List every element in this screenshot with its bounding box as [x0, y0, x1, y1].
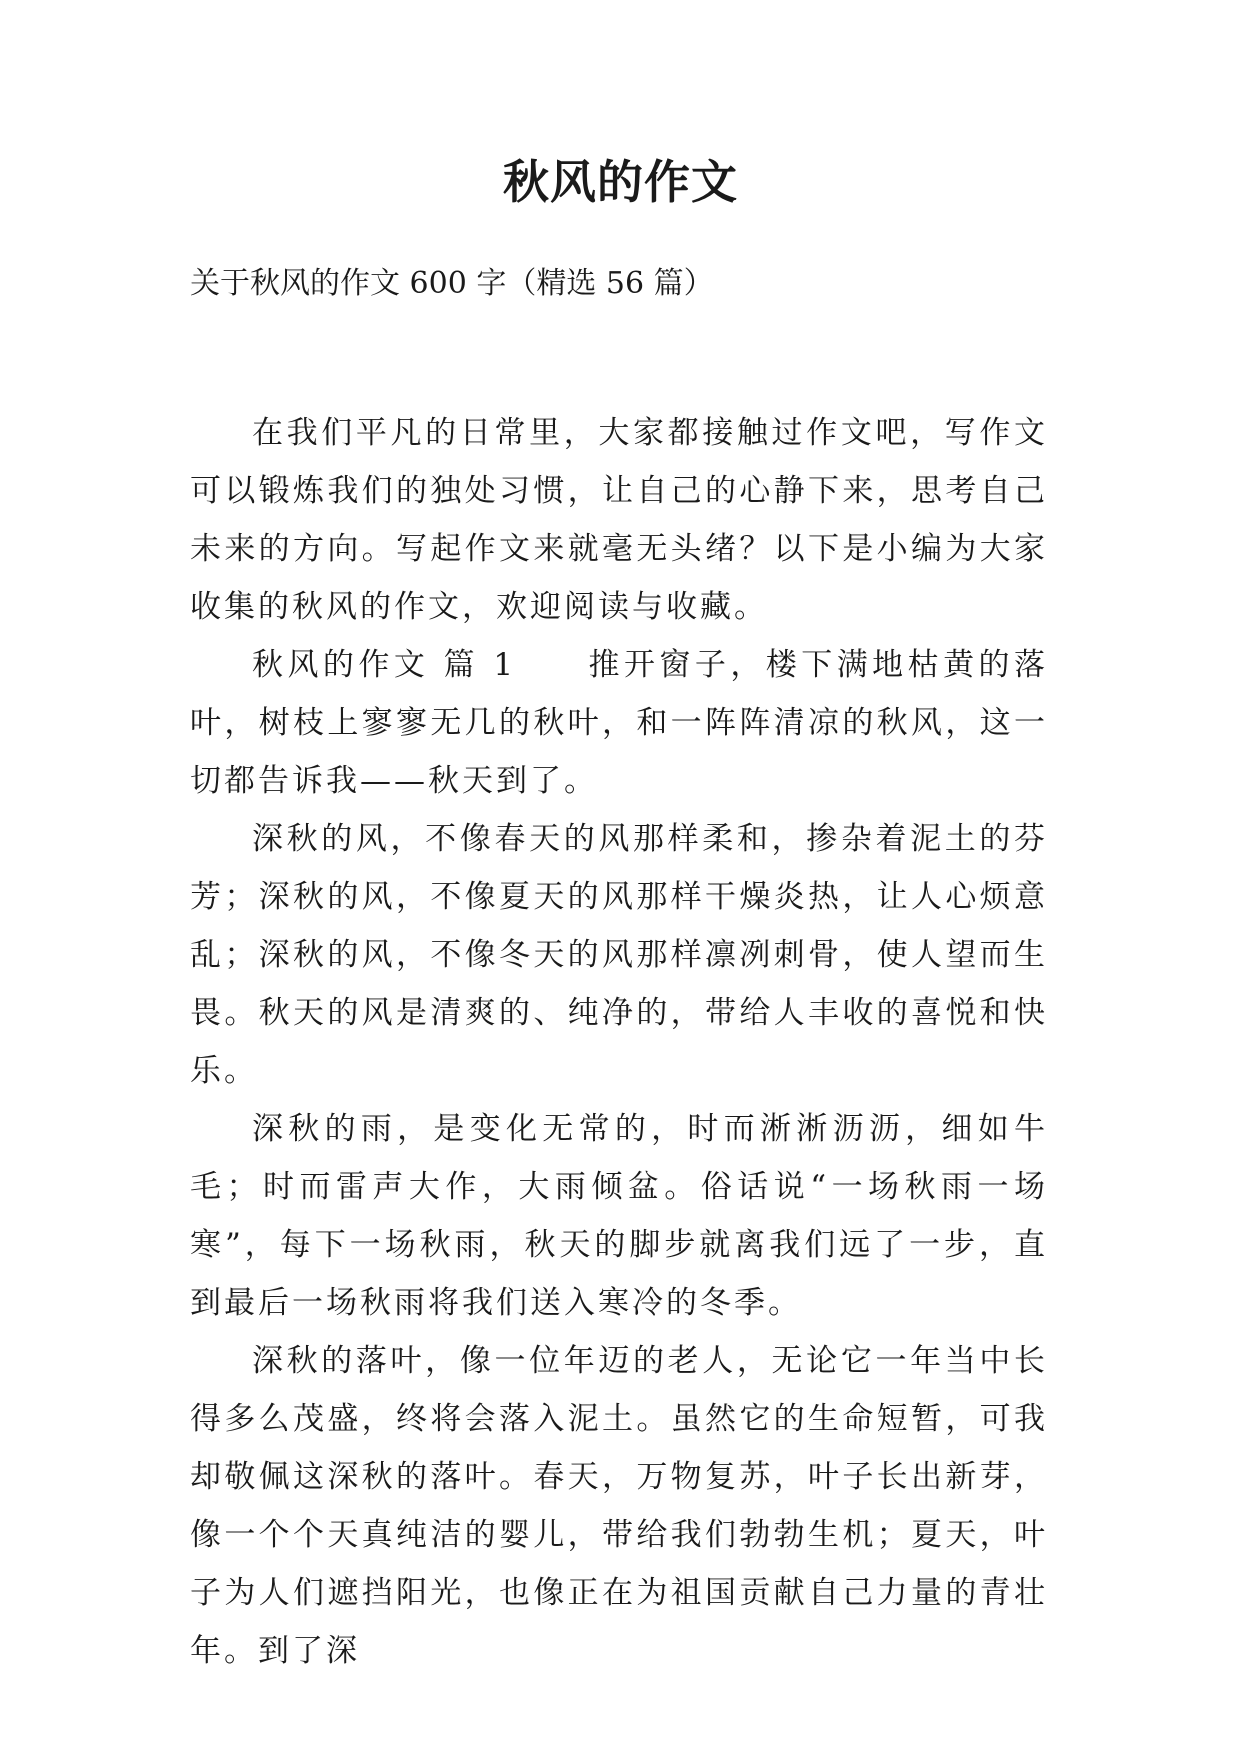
document-body	[190, 404, 1048, 1680]
paragraph-autumn-rain: 深秋的雨，是变化无常的，时而淅淅沥沥，细如牛毛；时而雷声大作，大雨倾盆。俗话说“一场秋雨一场寒”，每下一场秋雨，秋天的脚步就离我们远了一步，直到最后一场秋雨将我们送入寒冷的冬季。	[190, 1111, 1048, 1321]
paragraph-essay-1-opening: 秋风的作文 篇 1 推开窗子，楼下满地枯黄的落叶，树枝上寥寥无几的秋叶，和一阵阵清凉的秋风，这一切都告诉我——秋天到了。	[190, 647, 1048, 799]
document-subtitle: 关于秋风的作文 600 字（精选 56 篇）	[190, 266, 714, 301]
paragraph-intro: 在我们平凡的日常里，大家都接触过作文吧，写作文可以锻炼我们的独处习惯，让自己的心静下来，思考自己未来的方向。写起作文来就毫无头绪？以下是小编为大家收集的秋风的作文，欢迎阅读与收藏。	[190, 415, 1048, 625]
paragraph-autumn-leaves: 深秋的落叶，像一位年迈的老人，无论它一年当中长得多么茂盛，终将会落入泥土。虽然它的生命短暂，可我却敬佩这深秋的落叶。春天，万物复苏，叶子长出新芽，像一个个天真纯洁的婴儿，带给我们勃勃生机；夏天，叶子为人们遮挡阳光，也像正在为祖国贡献自己力量的青壮年。到了深	[190, 1343, 1048, 1669]
paragraph-autumn-wind: 深秋的风，不像春天的风那样柔和，掺杂着泥土的芬芳；深秋的风，不像夏天的风那样干燥炎热，让人心烦意乱；深秋的风，不像冬天的风那样凛冽刺骨，使人望而生畏。秋天的风是清爽的、纯净的，带给人丰收的喜悦和快乐。	[190, 821, 1048, 1089]
document-title: 秋风的作文	[503, 155, 738, 209]
